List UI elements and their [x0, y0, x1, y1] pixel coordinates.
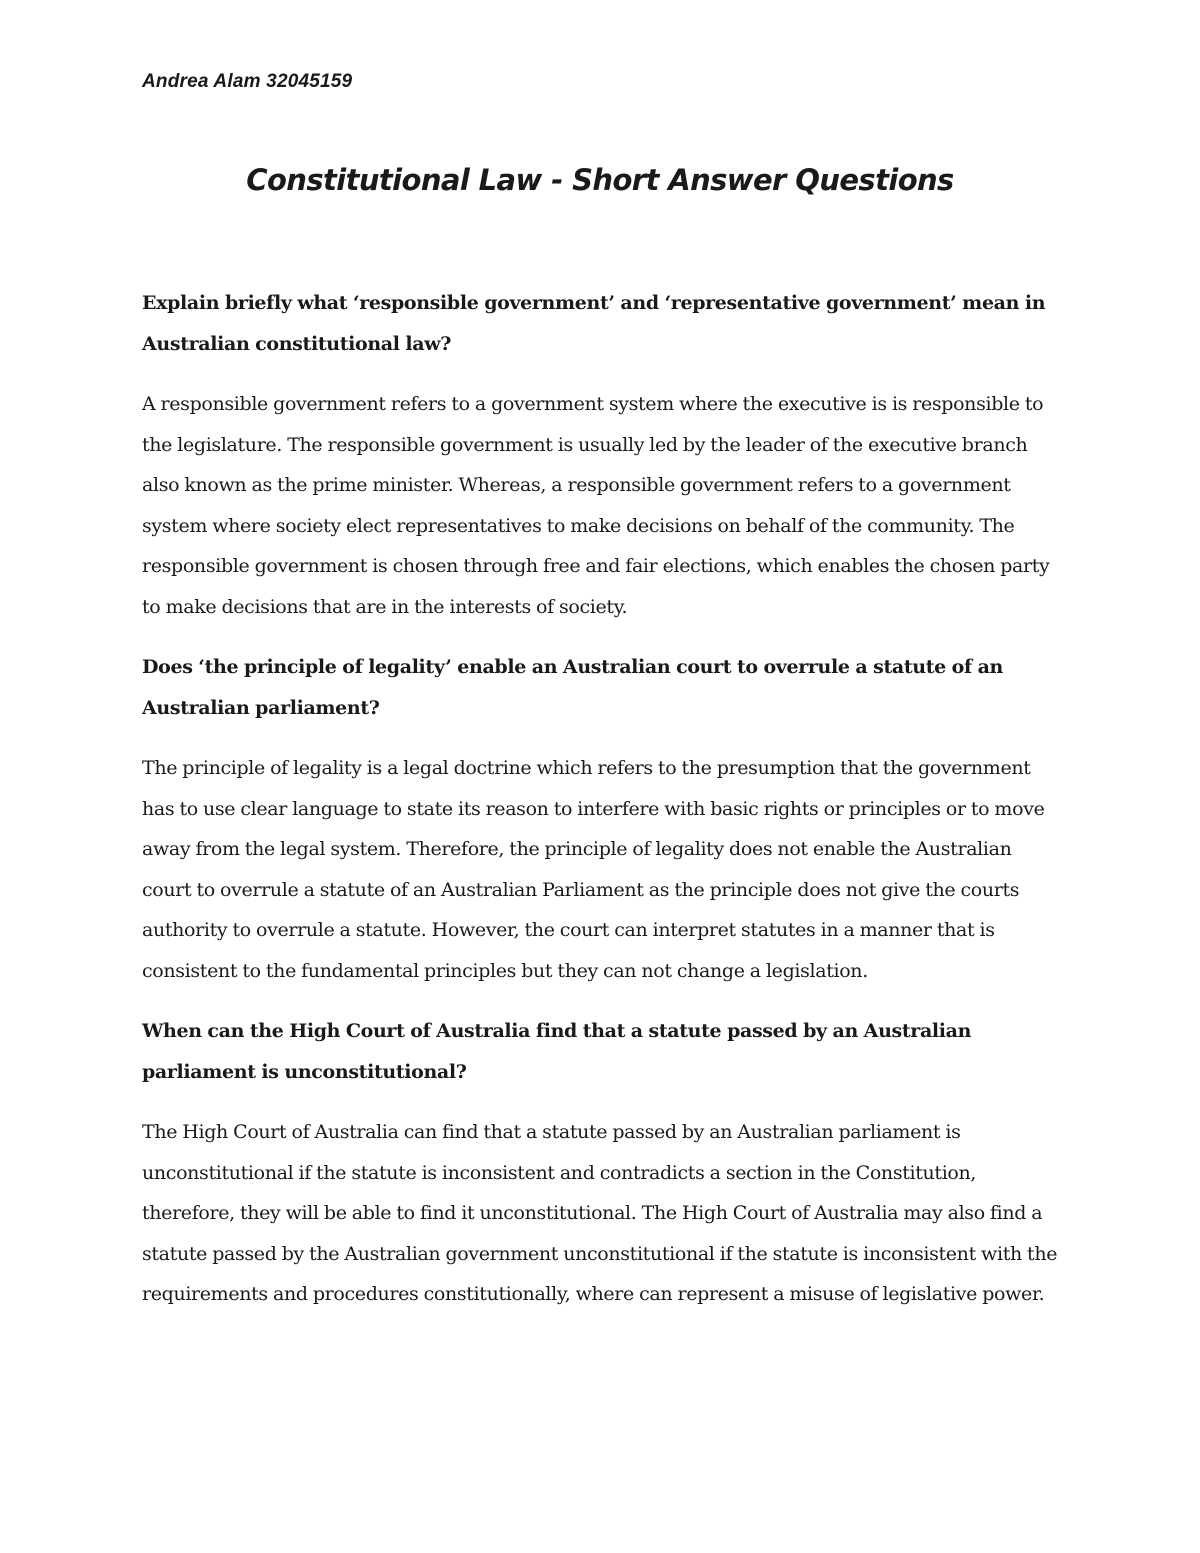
document-body [142, 283, 1062, 1335]
qa-section-2 [142, 647, 1062, 991]
answer-paragraph: The High Court of Australia can find that a statute passed by an Australian parliament is unconstitutional if the statute is inconsistent and contradicts a section in the Constitution, therefore, they will be able to find it unconstitutional. The High Court of Australia may also find a statute passed by the Australian government unconstitutional if the statute is inconsistent with the requirements and procedures constitutionally, where can represent a misuse of legislative power. [142, 1121, 1058, 1305]
author-line: Andrea Alam 32045159 [142, 71, 353, 92]
answer-paragraph: The principle of legality is a legal doctrine which refers to the presumption that the government has to use clear language to state its reason to interfere with basic rights or principles or to move away from the legal system. Therefore, the principle of legality does not enable the Australian court to overrule a statute of an Australian Parliament as the principle does not give the courts authority to overrule a statute. However, the court can interpret statutes in a manner that is consistent to the fundamental principles but they can not change a legislation. [142, 757, 1045, 982]
question-heading: Explain briefly what ‘responsible government’ and ‘representative government’ mean in Australian constitutional law? [142, 292, 1046, 355]
qa-section-1 [142, 283, 1062, 627]
question-heading: Does ‘the principle of legality’ enable an Australian court to overrule a statute of an Australian parliament? [142, 656, 1003, 719]
question-heading: When can the High Court of Australia find that a statute passed by an Australian parliament is unconstitutional? [142, 1020, 972, 1083]
document-title: Constitutional Law - Short Answer Questions [246, 163, 954, 197]
answer-paragraph: A responsible government refers to a government system where the executive is is responsible to the legislature. The responsible government is usually led by the leader of the executive branch also known as the prime minister. Whereas, a responsible government refers to a government system where society elect representatives to make decisions on behalf of the community. The responsible government is chosen through free and fair elections, which enables the chosen party to make decisions that are in the interests of society. [142, 393, 1050, 618]
qa-section-3 [142, 1011, 1062, 1315]
